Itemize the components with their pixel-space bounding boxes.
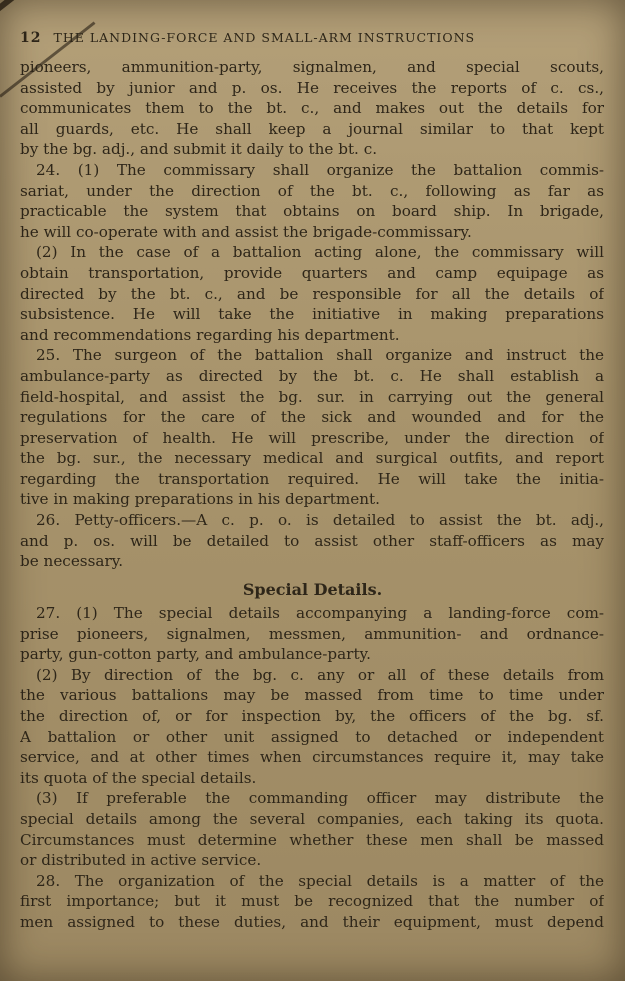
text-line: regulations for the care of the sick and wounded and for the <box>20 408 604 427</box>
text-line: regarding the transportation required. He will take the initia- <box>20 469 604 488</box>
text-line: Circumstances must determine whether these men shall be massed <box>20 830 604 849</box>
running-head <box>20 28 604 49</box>
text-line: obtain transportation, provide quarters and camp equipage as <box>20 263 604 282</box>
text-line: party, gun-cotton party, and ambulance-party. <box>20 645 371 664</box>
text-line: the bg. sur., the necessary medical and surgical outfits, and report <box>20 449 604 468</box>
page-number: 12 <box>20 30 42 46</box>
text-block-top <box>20 57 604 572</box>
text-line: pioneers, ammunition-party, signalmen, and special scouts, <box>20 58 604 76</box>
text-line: directed by the bt. c., and be responsible for all the details of <box>20 284 604 303</box>
text-line: first importance; but it must be recognized that the number of <box>20 892 604 911</box>
text-line: subsistence. He will take the initiative in making preparations <box>20 305 604 324</box>
text-line: ambulance-party as directed by the bt. c. He shall establish a <box>20 366 604 385</box>
text-line: the various battalions may be massed from time to time under <box>20 686 604 705</box>
text-line: all guards, etc. He shall keep a journal similar to that kept <box>20 119 604 138</box>
text-line: assisted by junior and p. os. He receives the reports of c. cs., <box>20 78 604 97</box>
text-line: (2) By direction of the bg. c. any or all of these details from <box>36 665 604 684</box>
text-line: its quota of the special details. <box>20 768 257 787</box>
text-line: by the bg. adj., and submit it daily to the bt. c. <box>20 140 378 159</box>
text-line: field-hospital, and assist the bg. sur. in carrying out the general <box>20 387 604 406</box>
text-line: 27. (1) The special details accompanying a landing-force com- <box>36 604 604 622</box>
text-line: (3) If preferable the commanding officer may distribute the <box>36 789 604 808</box>
text-line: special details among the several companies, each taking its quota. <box>20 809 604 828</box>
text-line: be necessary. <box>20 552 124 571</box>
text-block-bottom <box>20 603 604 933</box>
text-line: and p. os. will be detailed to assist other staff-officers as may <box>20 531 604 550</box>
binding-thread <box>0 0 92 25</box>
text-line: or distributed in active service. <box>20 851 262 870</box>
section-title: Special Details. <box>242 580 383 599</box>
text-line: sariat, under the direction of the bt. c., following as far as <box>20 181 604 200</box>
text-line: and recommendations regarding his department. <box>20 325 400 344</box>
text-line: prise pioneers, signalmen, messmen, ammunition- and ordnance- <box>20 624 604 643</box>
text-line: 28. The organization of the special details is a matter of the <box>36 871 604 890</box>
text-line: 25. The surgeon of the battalion shall organize and instruct the <box>36 346 604 365</box>
text-line: 24. (1) The commissary shall organize the battalion commis- <box>36 160 604 179</box>
running-head-title: THE LANDING-FORCE AND SMALL-ARM INSTRUCTIONS <box>53 30 476 45</box>
text-line: communicates them to the bt. c., and makes out the details for <box>20 99 604 118</box>
text-line: the direction of, or for inspection by, the officers of the bg. sf. <box>20 706 604 725</box>
text-line: A battalion or other unit assigned to detached or independent <box>20 727 604 746</box>
text-line: (2) In the case of a battalion acting alone, the commissary will <box>36 243 604 262</box>
text-line: service, and at other times when circumstances require it, may take <box>20 748 604 767</box>
text-line: tive in making preparations in his department. <box>20 490 380 509</box>
text-line: he will co-operate with and assist the brigade-commissary. <box>20 222 472 241</box>
text-line: 26. Petty-officers.—A c. p. o. is detailed to assist the bt. adj., <box>36 511 604 530</box>
text-line: preservation of health. He will prescribe, under the direction of <box>20 428 604 447</box>
text-line: practicable the system that obtains on board ship. In brigade, <box>20 202 604 221</box>
text-line: men assigned to these duties, and their equipment, must depend <box>20 912 604 931</box>
